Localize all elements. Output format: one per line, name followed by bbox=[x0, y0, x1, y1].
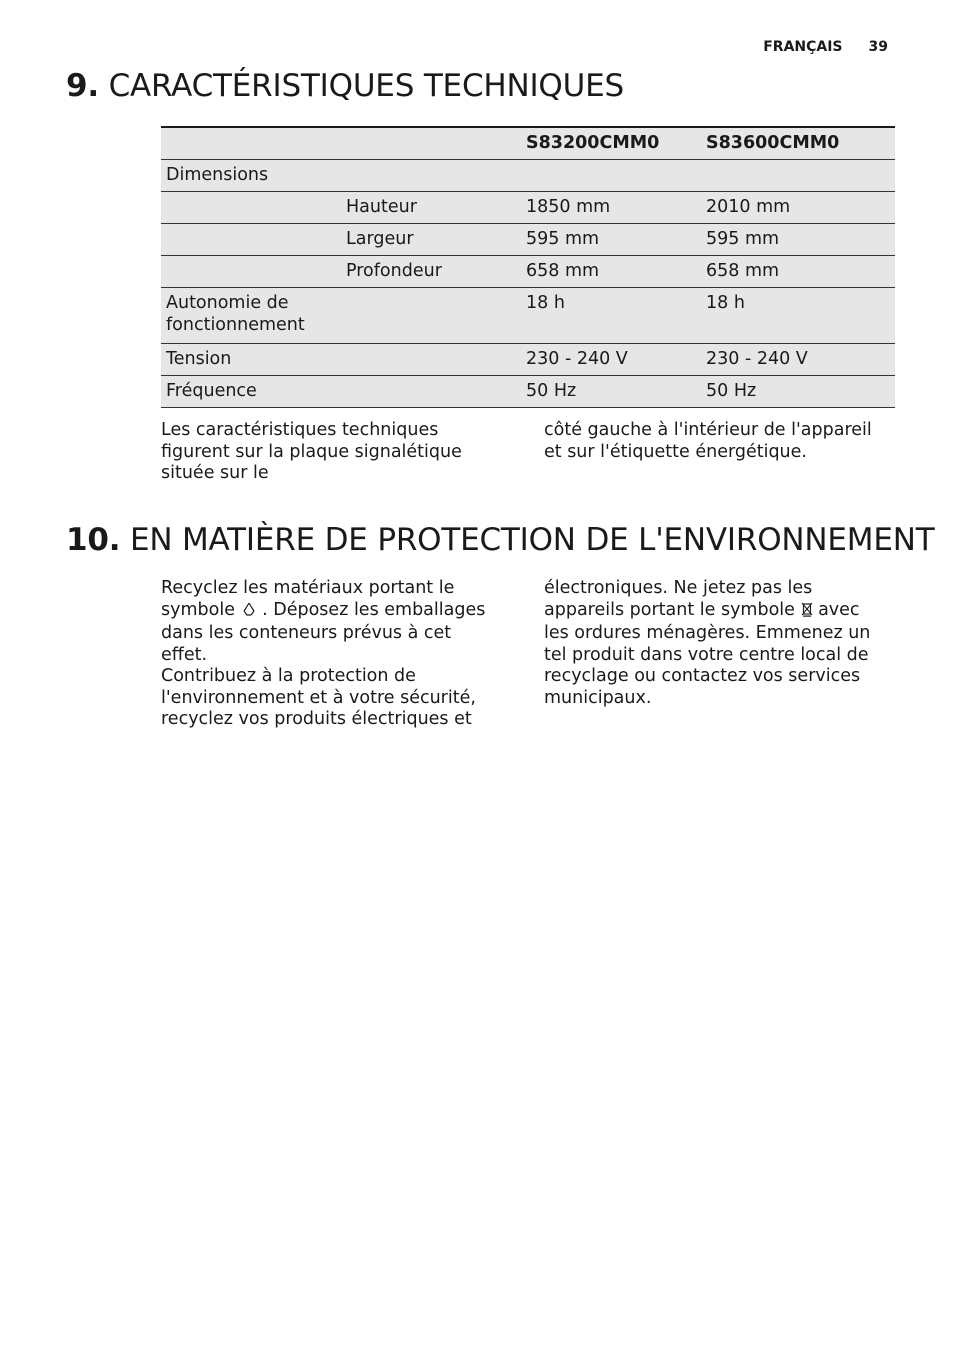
specs-table bbox=[161, 126, 895, 408]
row-label: Tension bbox=[161, 343, 341, 375]
environment-text-left bbox=[161, 578, 491, 731]
section-10-heading bbox=[66, 522, 934, 558]
row-value-1: 230 - 240 V bbox=[521, 343, 701, 375]
table-row bbox=[161, 159, 895, 191]
section-10-number: 10. bbox=[66, 522, 121, 558]
row-sublabel: Hauteur bbox=[341, 191, 521, 223]
row-value-2: 2010 mm bbox=[701, 191, 895, 223]
row-label bbox=[161, 191, 341, 223]
weee-text-b: avec les ordures ménagères. Emmenez un tel produit dans votre centre local de recyclage ou contactez vos services municipaux. bbox=[544, 599, 871, 708]
table-row bbox=[161, 343, 895, 375]
row-value-2: 658 mm bbox=[701, 255, 895, 287]
table-cell bbox=[161, 127, 341, 159]
model-2-header: S83600CMM0 bbox=[701, 127, 895, 159]
row-label: Fréquence bbox=[161, 375, 341, 407]
row-sublabel bbox=[341, 343, 521, 375]
row-value-1: 1850 mm bbox=[521, 191, 701, 223]
recycle-text-b: . Déposez les emballages dans les conteneurs prévus à cet effet. bbox=[161, 599, 486, 665]
row-label bbox=[161, 223, 341, 255]
row-value-2: 230 - 240 V bbox=[701, 343, 895, 375]
row-value-2: 18 h bbox=[701, 287, 895, 343]
table-row bbox=[161, 287, 895, 343]
table-row bbox=[161, 375, 895, 407]
page-number: 39 bbox=[868, 39, 888, 55]
row-sublabel: Largeur bbox=[341, 223, 521, 255]
recycle-text-a: Recyclez les matériaux portant le symbole bbox=[161, 578, 455, 620]
row-value-2 bbox=[701, 159, 895, 191]
row-sublabel bbox=[341, 375, 521, 407]
row-sublabel: Profondeur bbox=[341, 255, 521, 287]
table-row bbox=[161, 223, 895, 255]
table-cell bbox=[341, 127, 521, 159]
table-row bbox=[161, 191, 895, 223]
row-label bbox=[161, 255, 341, 287]
row-sublabel bbox=[341, 159, 521, 191]
row-value-2: 50 Hz bbox=[701, 375, 895, 407]
row-value-1: 50 Hz bbox=[521, 375, 701, 407]
crossed-bin-icon bbox=[801, 601, 813, 624]
section-9-heading bbox=[66, 68, 624, 104]
model-1-header: S83200CMM0 bbox=[521, 127, 701, 159]
specs-note-left: Les caractéristiques techniques figurent sur la plaque signalétique située sur le bbox=[161, 420, 462, 483]
language-label: FRANÇAIS bbox=[763, 39, 843, 55]
specs-note-right: côté gauche à l'intérieur de l'appareil et sur l'étiquette énergétique. bbox=[544, 420, 872, 462]
section-10-title: EN MATIÈRE DE PROTECTION DE L'ENVIRONNEMENT bbox=[129, 522, 935, 558]
environment-text-right bbox=[544, 578, 874, 709]
recycle-text-c: Contribuez à la protection de l'environnement et à votre sécurité, recyclez vos produits électriques et bbox=[161, 666, 476, 729]
section-9-number: 9. bbox=[66, 68, 99, 104]
row-value-1: 595 mm bbox=[521, 223, 701, 255]
row-value-1: 18 h bbox=[521, 287, 701, 343]
row-value-2: 595 mm bbox=[701, 223, 895, 255]
row-value-1 bbox=[521, 159, 701, 191]
row-value-1: 658 mm bbox=[521, 255, 701, 287]
row-label: Autonomie de fonctionnement bbox=[161, 287, 341, 343]
page-header bbox=[763, 39, 888, 55]
table-row bbox=[161, 255, 895, 287]
table-header-row bbox=[161, 127, 895, 159]
section-9-title: CARACTÉRISTIQUES TECHNIQUES bbox=[108, 68, 624, 104]
row-label: Dimensions bbox=[161, 159, 341, 191]
weee-text-a: électroniques. Ne jetez pas les appareils portant le symbole bbox=[544, 578, 813, 620]
row-sublabel bbox=[341, 287, 521, 343]
recycle-icon bbox=[241, 601, 257, 624]
